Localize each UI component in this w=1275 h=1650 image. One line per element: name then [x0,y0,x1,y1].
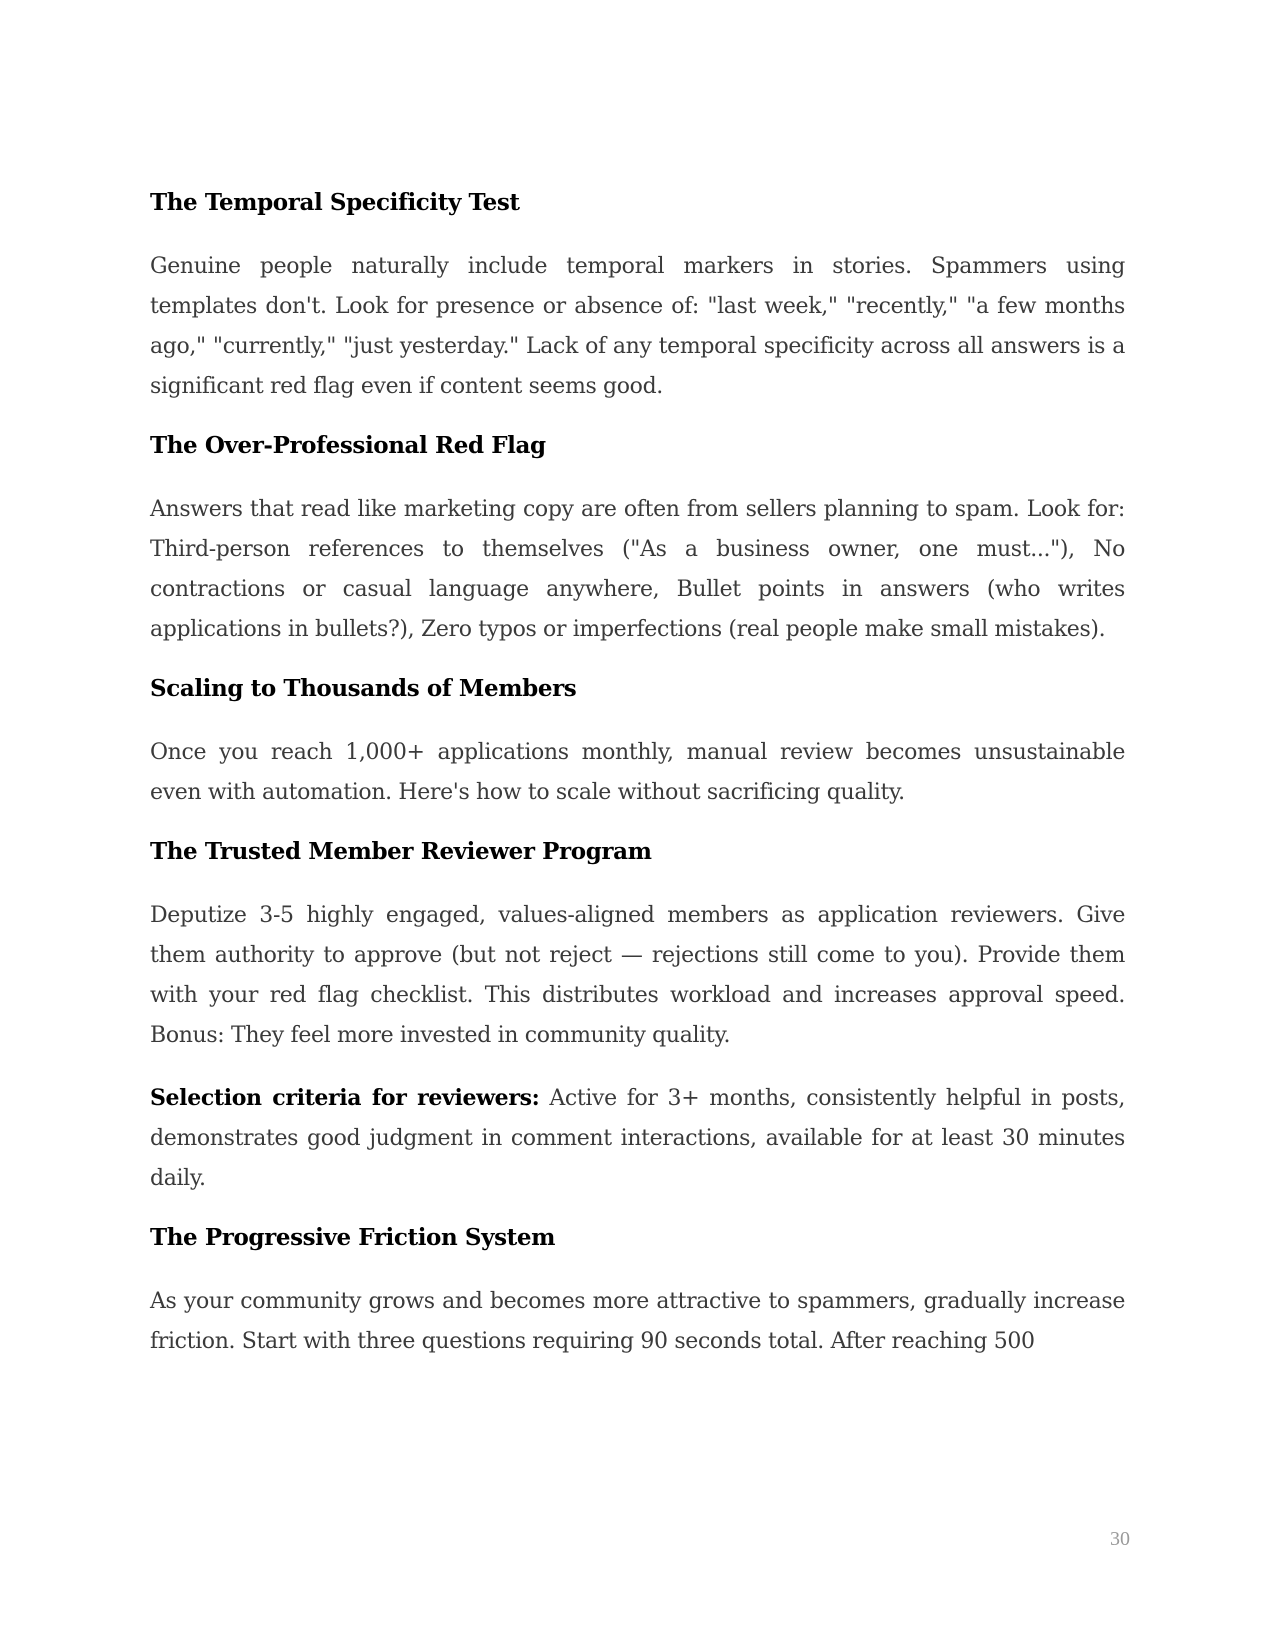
body-paragraph: Deputize 3-5 highly engaged, values-aligned members as application reviewers. Give them authority to approve (but not reject — rejections still come to you). Provide them with your red flag checklist. This distributes workload and increases approval speed. Bonus: They feel more invested in community quality. [150,903,1125,1048]
section-heading: The Temporal Specificity Test [150,189,520,216]
section-heading: The Over-Professional Red Flag [150,432,546,459]
section-over-professional [150,429,1125,650]
section-heading: The Trusted Member Reviewer Program [150,838,652,865]
section-scaling [150,672,1125,813]
section-progressive-friction [150,1221,1125,1362]
section-heading: Scaling to Thousands of Members [150,675,577,702]
selection-criteria-paragraph [150,1078,1125,1199]
selection-criteria-label: Selection criteria for reviewers: [150,1085,540,1111]
body-paragraph: As your community grows and becomes more attractive to spammers, gradually increase friction. Start with three questions requiring 90 seconds total. After reaching 500 [150,1289,1125,1354]
page-number: 30 [1110,1528,1130,1550]
body-paragraph: Genuine people naturally include temporal markers in stories. Spammers using templates don't. Look for presence or absence of: "last week," "recently," "a few months ago," "currently," "just yesterday." Lack of any temporal specificity across all answers is a significant red flag even if content seems good. [150,254,1125,399]
selection-criteria-text: Active for 3+ months, consistently helpful in posts, demonstrates good judgment in comment interactions, available for at least 30 minutes daily. [150,1086,1126,1191]
section-trusted-reviewer [150,835,1125,1199]
document-page [150,186,1125,1362]
section-heading: The Progressive Friction System [150,1224,556,1251]
body-paragraph: Once you reach 1,000+ applications monthly, manual review becomes unsustainable even with automation. Here's how to scale without sacrificing quality. [150,740,1125,805]
section-temporal-specificity [150,186,1125,407]
body-paragraph: Answers that read like marketing copy are often from sellers planning to spam. Look for: Third-person references to themselves ("As a business owner, one must..."), No contractions or casual language anywhere, Bullet points in answers (who writes applications in bullets?), Zero typos or imperfections (real people make small mistakes). [150,497,1125,642]
